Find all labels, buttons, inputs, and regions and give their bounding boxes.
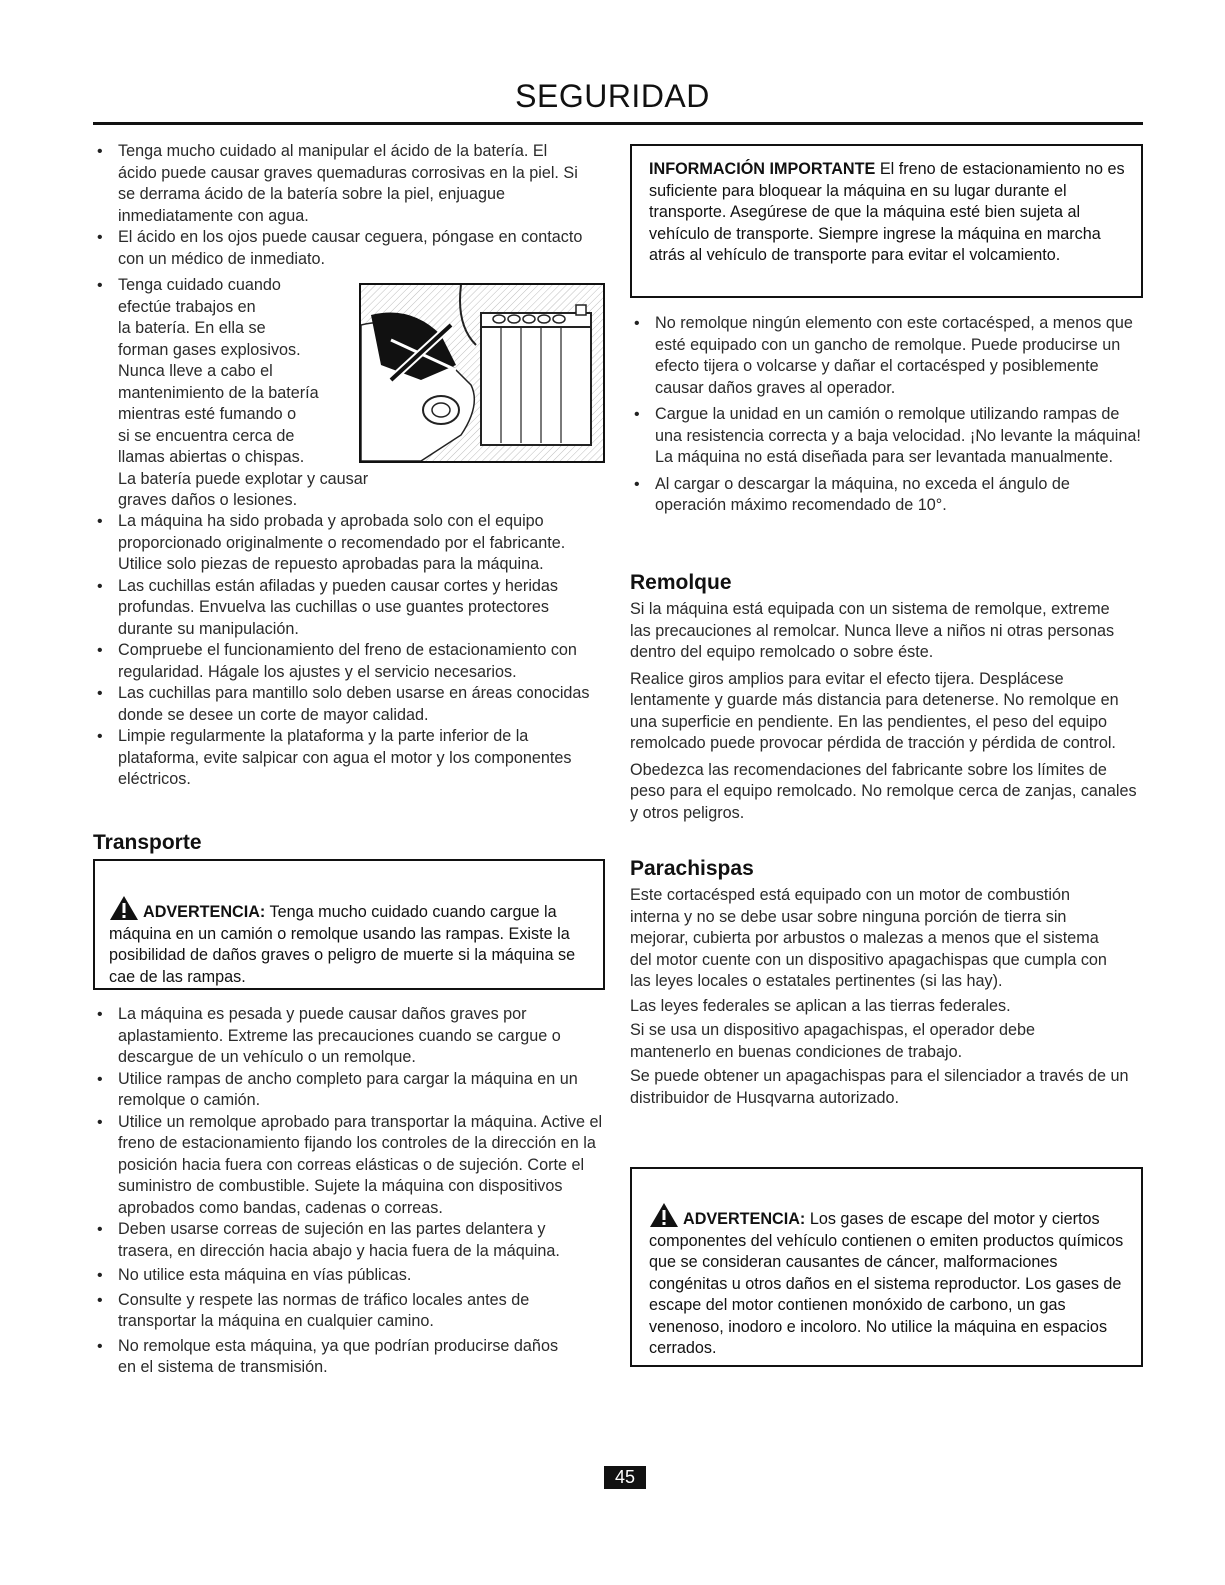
wrapped-line: mantenimiento de la batería — [118, 383, 319, 402]
warning-text: cargue la máquina en un camión o remolque usando las rampas. Existe la posibilidad de daños graves o peligro de muerte si la máquina se cae de las rampas. — [109, 903, 576, 986]
paragraph: Si la máquina está equipada con un sistema de remolque, extreme las precauciones al remolcar. Nunca lleve a niños ni otras personas dentro del equipo remolcado o sobre éste. — [630, 600, 1115, 661]
list-item: • Las cuchillas están afiladas y pueden causar cortes y heridas profundas. Envuelva las cuchillas o use guantes protectores durante su manipulación. — [93, 576, 596, 641]
paragraph: Se puede obtener un apagachispas para el silenciador a través de un distribuidor de Husqvarna autorizado. — [630, 1067, 1129, 1107]
transport-warning-box — [93, 859, 605, 990]
list-item: • Utilice rampas de ancho completo para cargar la máquina en un remolque o camión. — [93, 1069, 596, 1112]
warning-label: ADVERTENCIA: — [143, 903, 266, 921]
paragraph: Si se usa un dispositivo apagachispas, el operador debe mantenerlo en buenas condiciones de trabajo. — [630, 1021, 1035, 1061]
warning-text: y ciertos componentes del vehículo contienen o emiten productos químicos que se consideran causantes de cáncer, malformaciones congénitas u otros daños en el sistema reproductor. Los gases de escape del motor contienen monóxido de carbono, un gas venenoso, inodoro e incoloro. No utilice la máquina en espacios cerrados. — [649, 1210, 1124, 1357]
wrapped-line: mientras esté fumando o — [118, 405, 297, 423]
battery-bullets — [93, 141, 605, 270]
list-item: • Consulte y respete las normas de tráfico locales antes de transportar la máquina en cualquier camino. — [93, 1290, 596, 1333]
warning-text-first: Tenga mucho cuidado cuando — [269, 903, 486, 921]
list-item: • La máquina ha sido probada y aprobada solo con el equipo proporcionado originalmente o recomendado por el fabricante. Utilice solo piezas de repuesto aprobadas para la máquina. — [93, 511, 605, 576]
transport-heading: Transporte — [93, 831, 202, 854]
spark-heading: Parachispas — [630, 857, 754, 880]
wrapped-line: • Tenga cuidado cuando — [118, 276, 281, 294]
battery-no-smoking-icon — [361, 285, 603, 461]
wrapped-line: efectúe trabajos en — [118, 297, 256, 316]
exhaust-warning-box — [630, 1167, 1143, 1367]
important-info-box — [630, 144, 1143, 298]
list-item: • Compruebe el funcionamiento del freno de estacionamiento con regularidad. Hágale los ajustes y el servicio necesarios. — [93, 640, 605, 683]
paragraph: Obedezca las recomendaciones del fabricante sobre los límites de peso para el equipo remolcado. No remolque cerca de zanjas, canales y otros peligros. — [630, 760, 1137, 822]
loading-bullets — [630, 313, 1143, 517]
warning-triangle-icon — [109, 895, 139, 921]
list-item: • Deben usarse correas de sujeción en las partes delantera y trasera, en dirección hacia abajo y hacia fuera de la máquina. — [93, 1219, 596, 1262]
paragraph: Las leyes federales se aplican a las tierras federales. — [630, 996, 1011, 1015]
list-item: • Al cargar o descargar la máquina, no exceda el ángulo de operación máximo recomendado de 10°. — [630, 474, 1143, 517]
info-label: INFORMACIÓN IMPORTANTE — [649, 160, 876, 178]
wrapped-line: llamas abiertas o chispas. — [118, 448, 305, 466]
wrapped-line: La batería puede explotar y causar graves daños o lesiones. — [118, 469, 369, 509]
warning-text-first: Los gases de escape del motor — [809, 1210, 1035, 1228]
general-bullets — [93, 511, 605, 791]
page-title: SEGURIDAD — [515, 78, 710, 114]
list-item: • Tenga mucho cuidado al manipular el ácido de la batería. El ácido puede causar graves quemaduras corrosivas en la piel. Si se derrama ácido de la batería sobre la piel, enjuague inmediatamente con agua. — [93, 141, 588, 227]
wrapped-line: forman gases explosivos. — [118, 340, 301, 359]
battery-illustration — [359, 283, 605, 463]
warning-triangle-icon — [649, 1202, 679, 1228]
list-item: • Limpie regularmente la plataforma y la parte inferior de la plataforma, evite salpicar con agua el motor y los componentes eléctricos. — [93, 726, 596, 791]
spark-text — [630, 885, 1143, 1109]
warning-label: ADVERTENCIA: — [683, 1210, 806, 1228]
info-text: El freno de estacionamiento no es suficiente para bloquear la máquina en su lugar durante el transporte. Asegúrese de que la máquina esté bien sujeta al vehículo de transporte. Siempre ingrese la máquina en marcha atrás al vehículo de transporte para evitar el volcamiento. — [649, 160, 1125, 264]
list-item: • Utilice un remolque aprobado para transportar la máquina. Active el freno de estacionamiento fijando los controles de la dirección en la posición hacia fuera con correas elásticas o de sujeción. Corte el suministro de combustible. Sujete la máquina con dispositivos aprobados como bandas, cadenas o correas. — [93, 1112, 605, 1220]
list-item: • No utilice esta máquina en vías públicas. — [93, 1265, 605, 1287]
paragraph: Este cortacésped está equipado con un motor de combustión interna y no se debe usar sobre ninguna porción de tierra sin mejorar, cubierta por arbustos o malezas a menos que el sistema del motor cuente con un dispositivo apagachispas que cumpla con las leyes locales o estatales pertinentes (si las hay). — [630, 886, 1107, 990]
transport-bullets — [93, 1004, 605, 1379]
title-rule — [93, 122, 1143, 125]
list-item: • No remolque esta máquina, ya que podrían producirse daños en el sistema de transmisión. — [93, 1336, 578, 1379]
wrapped-line: la batería. En ella se — [118, 319, 266, 337]
towing-heading: Remolque — [630, 571, 732, 594]
page-number: 45 — [604, 1466, 646, 1489]
list-item: • Cargue la unidad en un camión o remolque utilizando rampas de una resistencia correcta y a baja velocidad. ¡No levante la máquina! La máquina no está diseñada para ser levantada manualmente. — [630, 404, 1143, 469]
paragraph: Realice giros amplios para evitar el efecto tijera. Desplácese lentamente y guarde más distancia para detenerse. No remolque en una superficie en pendiente. En las pendientes, el peso del equipo remolcado puede provocar pérdida de tracción y pérdida de control. — [630, 669, 1119, 752]
list-item: • La máquina es pesada y puede causar daños graves por aplastamiento. Extreme las precauciones cuando se cargue o descargue de un vehículo o un remolque. — [93, 1004, 605, 1069]
list-item: • No remolque ningún elemento con este cortacésped, a menos que esté equipado con un gancho de remolque. Puede producirse un efecto tijera o volcarse y dañar el cortacésped y posiblemente causar daños graves al operador. — [630, 313, 1133, 399]
list-item: • Las cuchillas para mantillo solo deben usarse en áreas conocidas donde se desee un corte de mayor calidad. — [93, 683, 596, 726]
list-item: • El ácido en los ojos puede causar ceguera, póngase en contacto con un médico de inmediato. — [93, 227, 588, 270]
wrapped-line: Nunca lleve a cabo el — [118, 362, 273, 380]
towing-text — [630, 599, 1143, 824]
wrapped-line: si se encuentra cerca de — [118, 426, 295, 445]
